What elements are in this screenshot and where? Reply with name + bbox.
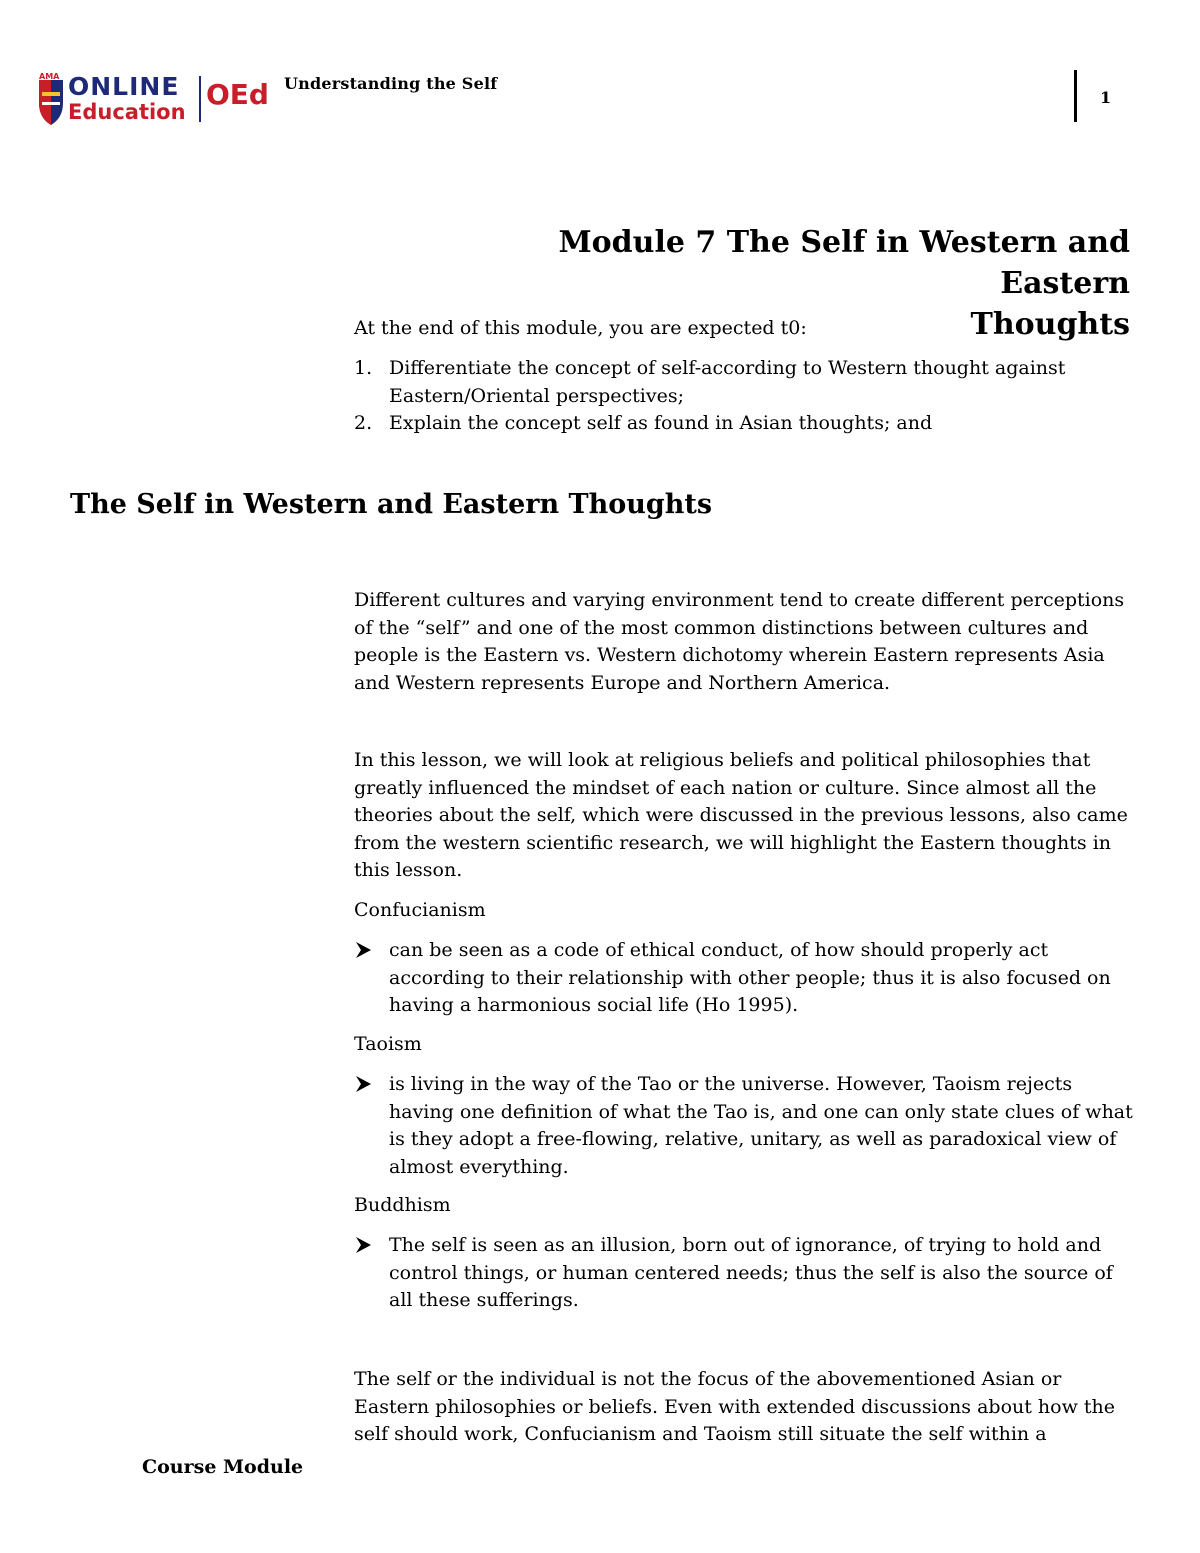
- term-taoism: Taoism: [354, 1033, 422, 1055]
- module-title-line-1: Module 7 The Self in Western and Eastern: [558, 225, 1130, 301]
- logo-oed-mark: OEd: [206, 78, 269, 111]
- objective-text: Explain the concept self as found in Asian thoughts; and: [389, 412, 933, 434]
- bullet-text: is living in the way of the Tao or the universe. However, Taoism rejects having one definition of what the Tao is, and one can only state clues of what is they adopt a free-flowing, relative, unitary, as well as paradoxical view of almost everything.: [389, 1073, 1133, 1178]
- logo-education-text: Education: [68, 100, 186, 124]
- bullet-item-confucianism: [354, 937, 1134, 1020]
- page-number: 1: [1100, 88, 1112, 107]
- bullet-text: The self is seen as an illusion, born out of ignorance, of trying to hold and control things, or human centered needs; thus the self is also the source of all these sufferings.: [389, 1234, 1113, 1311]
- objective-number: 1.: [354, 357, 373, 379]
- term-confucianism: Confucianism: [354, 899, 486, 921]
- objective-item: [354, 410, 1134, 438]
- section-heading: The Self in Western and Eastern Thoughts: [70, 489, 713, 520]
- closing-paragraph: The self or the individual is not the focus of the abovementioned Asian or Eastern philosophies or beliefs. Even with extended discussions about how the self should work, Confucianism and Taoism still situate the self within a: [354, 1368, 1116, 1445]
- bullet-text: can be seen as a code of ethical conduct, of how should properly act according to their relationship with other people; thus it is also focused on having a harmonious social life (Ho 1995).: [389, 939, 1111, 1016]
- header-course-title: Understanding the Self: [284, 74, 498, 93]
- footer-course-module: Course Module: [142, 1456, 304, 1478]
- header-divider: [1074, 70, 1077, 122]
- bullet-item-buddhism: [354, 1232, 1134, 1315]
- arrowhead-bullet-icon: [354, 939, 374, 961]
- objectives-list: [354, 355, 1134, 438]
- logo-badge: AMA: [39, 72, 60, 81]
- lesson-paragraph: In this lesson, we will look at religious beliefs and political philosophies that greatly influenced the mindset of each nation or culture. Since almost all the theories about the self, which were discussed in the previous lessons, also came from the western scientific research, we will highlight the Eastern thoughts in this lesson.: [354, 749, 1128, 881]
- objectives-intro: At the end of this module, you are expected t0:: [354, 317, 807, 339]
- intro-paragraph: Different cultures and varying environment tend to create different perceptions of the “self” and one of the most common distinctions between cultures and people is the Eastern vs. Western dichotomy wherein Eastern represents Asia and Western represents Europe and Northern America.: [354, 589, 1125, 694]
- arrowhead-bullet-icon: [354, 1073, 374, 1095]
- term-buddhism: Buddhism: [354, 1194, 451, 1216]
- objective-item: [354, 355, 1134, 410]
- logo-online-text: ONLINE: [68, 72, 180, 101]
- module-title-line-2: Thoughts: [970, 307, 1130, 342]
- bullet-item-taoism: [354, 1071, 1134, 1181]
- arrowhead-bullet-icon: [354, 1234, 374, 1256]
- objective-number: 2.: [354, 412, 373, 434]
- objective-text: Differentiate the concept of self-according to Western thought against Eastern/Oriental perspectives;: [389, 357, 1066, 407]
- online-education-logo: [36, 70, 276, 128]
